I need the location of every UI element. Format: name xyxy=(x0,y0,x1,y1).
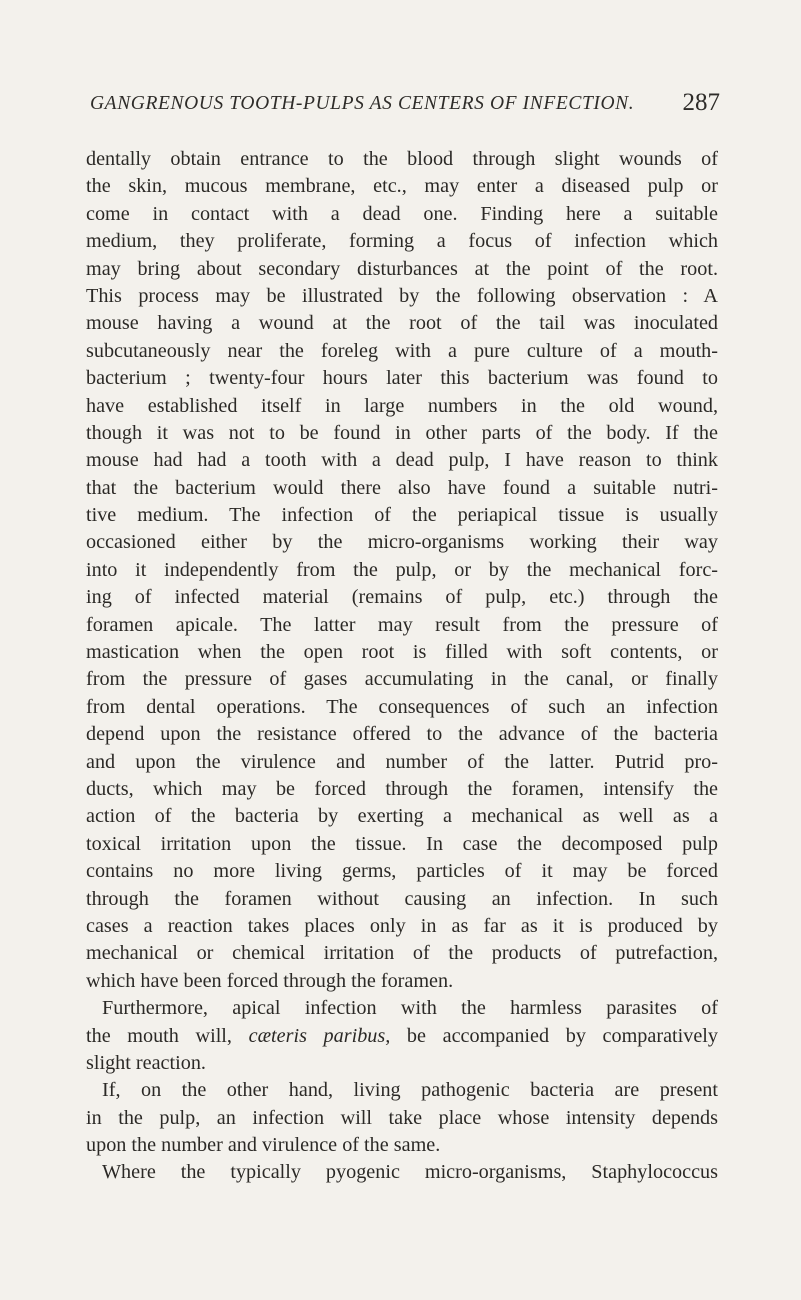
running-title: GANGRENOUS TOOTH-PULPS AS CENTERS OF INFECTION. xyxy=(90,93,635,114)
running-head xyxy=(90,89,720,125)
text-line: in the pulp, an infection will take place whose intensity depends xyxy=(86,1106,718,1129)
text-line: ducts, which may be forced through the foramen, intensify the xyxy=(86,777,718,800)
page-number: 287 xyxy=(682,89,720,116)
latin-phrase: cæteris paribus, xyxy=(248,1024,391,1047)
text-run: be accompanied by comparatively xyxy=(390,1024,719,1047)
text-line: through the foramen without causing an infection. In such xyxy=(86,887,718,910)
text-line: subcutaneously near the foreleg with a pure culture of a mouth- xyxy=(86,339,718,362)
text-line: This process may be illustrated by the following observation : A xyxy=(86,284,718,307)
text-line: come in contact with a dead one. Finding here a suitable xyxy=(86,202,718,225)
text-line: mouse had had a tooth with a dead pulp, I have reason to think xyxy=(86,449,718,472)
text-line: mastication when the open root is filled with soft contents, or xyxy=(86,641,718,664)
text-line: depend upon the resistance offered to the advance of the bacteria xyxy=(86,723,718,746)
text-line: the skin, mucous membrane, etc., may enter a diseased pulp or xyxy=(86,175,718,198)
text-run: the mouth will, xyxy=(86,1024,232,1047)
text-line: mechanical or chemical irritation of the products of putrefaction, xyxy=(86,942,718,965)
text-line: from the pressure of gases accumulating in the canal, or finally xyxy=(86,668,718,691)
body-text xyxy=(86,146,718,1187)
text-line: from dental operations. The consequences of such an infection xyxy=(86,695,718,718)
paragraph-start-line: If, on the other hand, living pathogenic bacteria are present xyxy=(102,1079,718,1102)
text-line: upon the number and virulence of the same. xyxy=(86,1134,441,1157)
text-line: medium, they proliferate, forming a focus of infection which xyxy=(86,230,718,253)
text-line: occasioned either by the micro-organisms working their way xyxy=(86,531,718,554)
text-line: slight reaction. xyxy=(86,1051,206,1074)
text-line: which have been forced through the foramen. xyxy=(86,969,454,992)
text-line: mouse having a wound at the root of the tail was inoculated xyxy=(86,312,718,335)
text-line: and upon the virulence and number of the latter. Putrid pro- xyxy=(86,750,718,773)
text-line: tive medium. The infection of the periapical tissue is usually xyxy=(86,504,718,527)
text-line: bacterium ; twenty-four hours later this bacterium was found to xyxy=(86,367,718,390)
text-line: dentally obtain entrance to the blood through slight wounds of xyxy=(86,148,718,170)
text-line: ing of infected material (remains of pulp, etc.) through the xyxy=(86,586,718,609)
text-line: action of the bacteria by exerting a mechanical as well as a xyxy=(86,805,718,828)
text-line: contains no more living germs, particles of it may be forced xyxy=(86,860,718,883)
text-line: though it was not to be found in other parts of the body. If the xyxy=(86,421,718,444)
text-line: foramen apicale. The latter may result from the pressure of xyxy=(86,613,718,636)
paragraph-start-line: Where the typically pyogenic micro-organisms, Staphylococcus xyxy=(102,1161,718,1184)
text-line: that the bacterium would there also have found a suitable nutri- xyxy=(86,476,718,499)
text-line: into it independently from the pulp, or by the mechanical forc- xyxy=(86,558,718,581)
text-line: have established itself in large numbers in the old wound, xyxy=(86,394,718,417)
text-line-with-italic xyxy=(86,1023,718,1050)
text-line: cases a reaction takes places only in as far as it is produced by xyxy=(86,914,718,937)
paragraph-start-line: Furthermore, apical infection with the harmless parasites of xyxy=(102,997,718,1020)
text-line: may bring about secondary disturbances at the point of the root. xyxy=(86,257,718,280)
text-line: toxical irritation upon the tissue. In case the decomposed pulp xyxy=(86,832,718,855)
